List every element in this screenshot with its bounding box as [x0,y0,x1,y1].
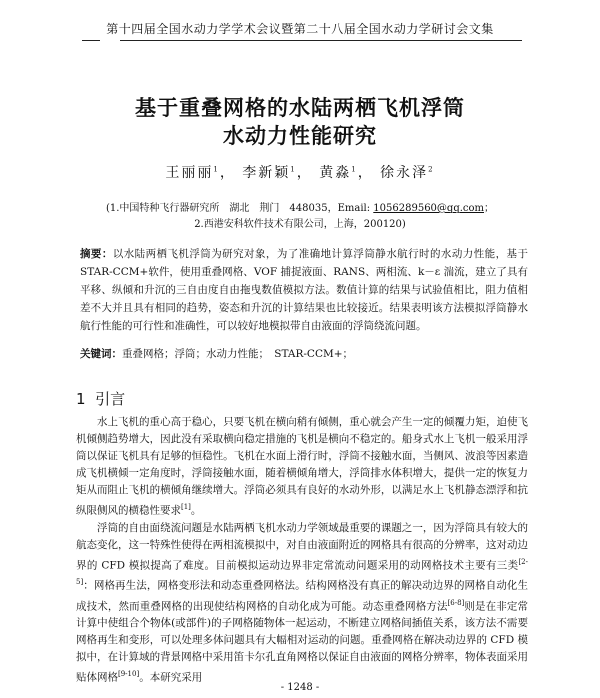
citation[interactable]: [2-5] [76,557,528,586]
abstract-label: 摘要： [80,248,113,260]
paper-title-line-1: 基于重叠网格的水陆两栖飞机浮筒 [135,96,465,120]
section-number: 1 [76,390,86,408]
header-rule-short [82,40,100,41]
author-separator: ， [357,165,374,181]
section-heading [76,388,125,409]
author-2-affil: 1 [290,165,297,174]
author-separator: ， [219,165,236,181]
author-4: 徐永泽 [380,165,429,181]
paragraph-2-text-b: ：网格再生法，网格变形法和动态重叠网格法。结构网格没有真正的解决动边界的网格自动化生成技术，然而重叠网格的出现使结构网格的自动化成为可能。动态重叠网格方法 [76,579,528,612]
abstract [80,245,528,335]
section-title: 引言 [95,390,126,408]
author-2: 李新颖 [242,165,291,181]
author-1-affil: 1 [213,165,220,174]
authors [0,162,600,182]
affiliation-1-end: ； [484,203,495,214]
paragraph-2 [76,520,528,687]
paragraph-2-text-c: 则是在非定常计算中使组合个物体(或部件)的子网格随物体一起运动，不断建立网格间插值关系，该方法不需要网格再生和变形，可以处理多体问题具有大幅相对运动的问题。重叠网格在解决动边界的 CFD 模拟中，在计算域的背景网格中采用笛卡尔孔直角网格以保证自由液面的网格分辨率，物体表面采用贴体网格 [76,600,529,684]
keywords-text: 重叠网格；浮筒；水动力性能； STAR-CCM+； [122,348,354,360]
citation[interactable]: [1] [181,503,191,511]
author-4-affil: 2 [428,165,435,174]
paragraph-2-text-d: 。本研究采用 [139,671,203,684]
citation[interactable]: [9-10] [118,670,140,678]
page-number: - 1248 - [280,682,320,693]
keywords [80,346,528,361]
abstract-text: 以水陆两栖飞机浮筒为研究对象，为了准确地计算浮筒静水航行时的水动力性能，基于 STAR-CCM+软件，使用重叠网格、VOF 捕捉液面、RANS、两相流、k－ε 湍流，建立了具有平移、纵倾和升沉的三自由度自由拖曳数值模拟方法。数值计算的结果与试验值相比，阻力值相差不大并且具有相同的趋势，姿态和升沉的计算结果也比较接近。结果表明该方法模拟浮筒静水航行性能的可行性和准确性，可以较好地模拟带自由液面的浮筒绕流问题。 [80,248,528,332]
header-rule [120,40,522,41]
author-3: 黄淼 [319,165,352,181]
keywords-label: 关键词： [80,348,122,360]
affiliation-1 [0,199,600,214]
author-separator: ， [296,165,313,181]
body-text [76,414,528,687]
author-email-link[interactable]: 1056289560@qq.com [373,203,485,214]
running-header [0,0,600,46]
paragraph-1 [76,414,528,520]
paper-title-line-2: 水动力性能研究 [223,124,377,148]
affiliation-2: 2.西港安科软件技术有限公司，上海，200120) [194,219,406,230]
author-3-affil: 1 [351,165,358,174]
citation[interactable]: [6-8] [447,598,465,607]
paragraph-1-end: 。 [190,504,202,517]
paragraph-2-text-a: 浮筒的自由面绕流问题是水陆两栖飞机水动力学领域最重要的课题之一，因为浮筒具有较大的航态变化，这一特殊性使得在两相流模拟中，对自由液面附近的网格具有很高的分辨率，这对动边界的 CFD 模拟提高了难度。目前模拟运动边界非定常流动问题采用的动网格技术主要有三类 [76,521,528,571]
header-text: 第十四届全国水动力学学术会议暨第二十八届全国水动力学研讨会文集 [106,22,494,36]
author-1: 王丽丽 [165,165,214,181]
affiliation-1-text: (1.中国特种飞行器研究所 湖北 荆门 448035，Email: [105,203,374,214]
paragraph-1-text: 水上飞机的重心高于稳心，只要飞机在横向稍有倾侧，重心就会产生一定的倾覆力矩，迫使飞机倾侧趋势增大，因此没有采取横向稳定措施的飞机是横向不稳定的。船身式水上飞机一般采用浮筒以保证飞机具有足够的恒稳性。飞机在水面上滑行时，浮筒不接触水面，当侧风、波浪等因素造成飞机横倾一定角度时，浮筒接触水面，随着横倾角增大，浮筒排水体积增大，提供一定的恢复力矩从而阻止飞机的横倾角继续增大。浮筒必须具有良好的水动外形，以满足水上飞机静态漂浮和抗纵限侧风的横稳性要求 [76,416,528,517]
